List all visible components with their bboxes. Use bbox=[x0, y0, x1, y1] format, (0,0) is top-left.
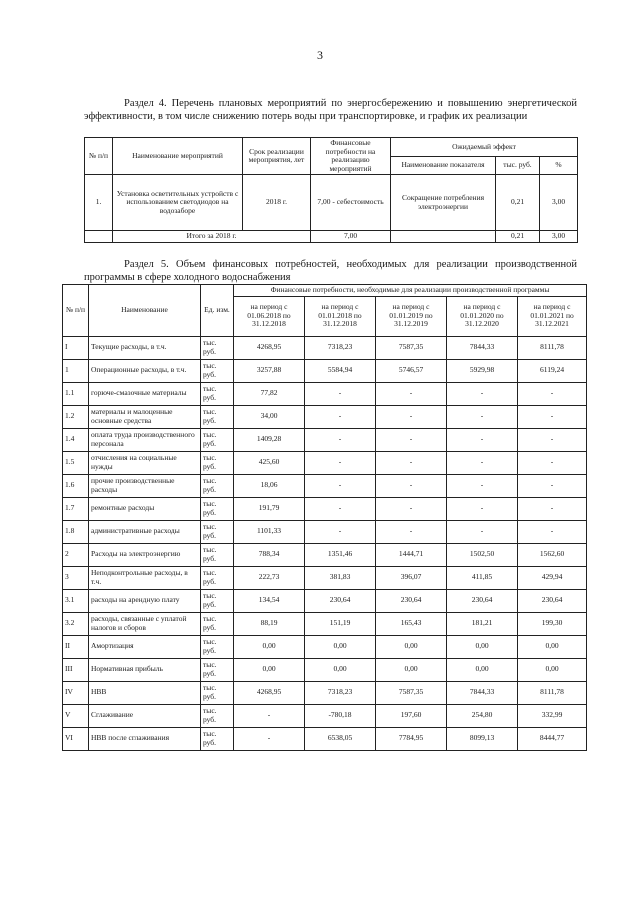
section4-table bbox=[84, 137, 578, 243]
t4-header-effect: Ожидаемый эффект bbox=[391, 138, 578, 157]
t4-header-num: № п/п bbox=[85, 138, 113, 175]
t4-row-thousand-rub: 0,21 bbox=[496, 175, 540, 231]
row-unit: тыс. руб. bbox=[201, 727, 234, 750]
t5-header-period: на период с 01.01.2019 по 31.12.2019 bbox=[376, 296, 447, 336]
row-value: 165,43 bbox=[376, 612, 447, 635]
t4-row-indicator: Сокращение потребления электроэнергии bbox=[391, 175, 496, 231]
row-unit: тыс. руб. bbox=[201, 612, 234, 635]
table-row bbox=[63, 359, 587, 382]
row-value: - bbox=[447, 428, 518, 451]
table-row bbox=[63, 497, 587, 520]
row-value: - bbox=[376, 382, 447, 405]
row-value: 5584,94 bbox=[305, 359, 376, 382]
row-num: III bbox=[63, 658, 89, 681]
row-value: 7844,33 bbox=[447, 681, 518, 704]
row-value: 7587,35 bbox=[376, 681, 447, 704]
row-unit: тыс. руб. bbox=[201, 405, 234, 428]
row-value: - bbox=[305, 405, 376, 428]
row-unit: тыс. руб. bbox=[201, 681, 234, 704]
row-value: 7844,33 bbox=[447, 336, 518, 359]
row-value: - bbox=[234, 704, 305, 727]
row-value: 788,34 bbox=[234, 543, 305, 566]
row-value: 5929,98 bbox=[447, 359, 518, 382]
row-value: 151,19 bbox=[305, 612, 376, 635]
row-value: 8111,78 bbox=[518, 681, 587, 704]
row-value: 0,00 bbox=[518, 635, 587, 658]
table-row bbox=[63, 543, 587, 566]
row-name: НВВ после сглаживания bbox=[89, 727, 201, 750]
row-value: - bbox=[518, 451, 587, 474]
table-row bbox=[63, 612, 587, 635]
row-value: 0,00 bbox=[447, 658, 518, 681]
section5-table bbox=[62, 284, 587, 751]
row-name: прочие производственные расходы bbox=[89, 474, 201, 497]
t5-header-name: Наименование bbox=[89, 285, 201, 337]
row-value: 0,00 bbox=[518, 658, 587, 681]
row-num: IV bbox=[63, 681, 89, 704]
row-num: 1.2 bbox=[63, 405, 89, 428]
row-unit: тыс. руб. bbox=[201, 658, 234, 681]
row-value: 8444,77 bbox=[518, 727, 587, 750]
row-value: - bbox=[518, 405, 587, 428]
row-value: - bbox=[518, 428, 587, 451]
t5-header-unit: Ед. изм. bbox=[201, 285, 234, 337]
row-value: 0,00 bbox=[234, 635, 305, 658]
row-name: ремонтные расходы bbox=[89, 497, 201, 520]
row-num: 1.6 bbox=[63, 474, 89, 497]
row-name: Операционные расходы, в т.ч. bbox=[89, 359, 201, 382]
row-value: 4268,95 bbox=[234, 681, 305, 704]
row-num: 2 bbox=[63, 543, 89, 566]
row-value: 1409,28 bbox=[234, 428, 305, 451]
row-num: II bbox=[63, 635, 89, 658]
row-value: 34,00 bbox=[234, 405, 305, 428]
t4-total-finance: 7,00 bbox=[311, 231, 391, 243]
row-value: -780,18 bbox=[305, 704, 376, 727]
t4-row-percent: 3,00 bbox=[540, 175, 578, 231]
row-value: 254,80 bbox=[447, 704, 518, 727]
row-value: 8111,78 bbox=[518, 336, 587, 359]
row-value: 0,00 bbox=[376, 658, 447, 681]
row-value: 18,06 bbox=[234, 474, 305, 497]
row-num: 1.4 bbox=[63, 428, 89, 451]
row-name: отчисления на социальные нужды bbox=[89, 451, 201, 474]
row-unit: тыс. руб. bbox=[201, 359, 234, 382]
t5-header-num: № п/п bbox=[63, 285, 89, 337]
section4-title: Раздел 4. Перечень плановых мероприятий по энергосбережению и повышению энергетической эффективности, в том числе снижению потерь воды при транспортировке, и график их реализации bbox=[84, 98, 577, 122]
t4-header-term: Срок реализации мероприятия, лет bbox=[243, 138, 311, 175]
row-unit: тыс. руб. bbox=[201, 520, 234, 543]
row-value: 181,21 bbox=[447, 612, 518, 635]
row-value: 1502,50 bbox=[447, 543, 518, 566]
row-value: - bbox=[447, 382, 518, 405]
row-unit: тыс. руб. bbox=[201, 589, 234, 612]
row-value: 230,64 bbox=[376, 589, 447, 612]
row-value: - bbox=[447, 451, 518, 474]
row-name: горюче-смазочные материалы bbox=[89, 382, 201, 405]
table-row bbox=[63, 474, 587, 497]
row-value: - bbox=[305, 520, 376, 543]
t4-total-percent: 3,00 bbox=[540, 231, 578, 243]
row-name: НВВ bbox=[89, 681, 201, 704]
row-name: Нормативная прибыль bbox=[89, 658, 201, 681]
row-value: - bbox=[447, 405, 518, 428]
row-value: 429,94 bbox=[518, 566, 587, 589]
row-value: 332,99 bbox=[518, 704, 587, 727]
row-value: - bbox=[518, 382, 587, 405]
t4-row-term: 2018 г. bbox=[243, 175, 311, 231]
t5-header-period: на период с 01.06.2018 по 31.12.2018 bbox=[234, 296, 305, 336]
row-num: 3.1 bbox=[63, 589, 89, 612]
row-value: - bbox=[305, 497, 376, 520]
t4-header-indicator: Наименование показателя bbox=[391, 156, 496, 175]
table-row bbox=[63, 704, 587, 727]
row-value: 88,19 bbox=[234, 612, 305, 635]
t4-header-thousand-rub: тыс. руб. bbox=[496, 156, 540, 175]
row-num: I bbox=[63, 336, 89, 359]
row-num: 1.5 bbox=[63, 451, 89, 474]
row-value: - bbox=[447, 497, 518, 520]
row-value: - bbox=[305, 382, 376, 405]
row-value: - bbox=[305, 451, 376, 474]
row-value: 1444,71 bbox=[376, 543, 447, 566]
row-value: - bbox=[518, 474, 587, 497]
row-num: VI bbox=[63, 727, 89, 750]
table-row bbox=[63, 589, 587, 612]
row-value: 0,00 bbox=[305, 635, 376, 658]
t4-row-num: 1. bbox=[85, 175, 113, 231]
row-value: 7587,35 bbox=[376, 336, 447, 359]
table-row bbox=[63, 451, 587, 474]
row-name: материалы и малоценные основные средства bbox=[89, 405, 201, 428]
row-value: 1562,60 bbox=[518, 543, 587, 566]
table-row bbox=[63, 566, 587, 589]
page-number: 3 bbox=[317, 48, 323, 62]
row-name: Неподконтрольные расходы, в т.ч. bbox=[89, 566, 201, 589]
row-name: Текущие расходы, в т.ч. bbox=[89, 336, 201, 359]
row-unit: тыс. руб. bbox=[201, 497, 234, 520]
row-value: 3257,88 bbox=[234, 359, 305, 382]
row-value: - bbox=[376, 474, 447, 497]
row-name: Сглаживание bbox=[89, 704, 201, 727]
table-row bbox=[63, 635, 587, 658]
row-unit: тыс. руб. bbox=[201, 428, 234, 451]
row-num: 3 bbox=[63, 566, 89, 589]
row-num: 1 bbox=[63, 359, 89, 382]
row-value: - bbox=[376, 405, 447, 428]
row-value: - bbox=[376, 428, 447, 451]
row-value: 381,83 bbox=[305, 566, 376, 589]
row-unit: тыс. руб. bbox=[201, 543, 234, 566]
row-value: 0,00 bbox=[447, 635, 518, 658]
row-value: 5746,57 bbox=[376, 359, 447, 382]
row-value: 199,30 bbox=[518, 612, 587, 635]
row-value: 1351,46 bbox=[305, 543, 376, 566]
row-value: 230,64 bbox=[518, 589, 587, 612]
row-name: расходы на арендную плату bbox=[89, 589, 201, 612]
row-unit: тыс. руб. bbox=[201, 566, 234, 589]
row-value: - bbox=[447, 474, 518, 497]
row-num: 1.8 bbox=[63, 520, 89, 543]
table-row bbox=[63, 727, 587, 750]
t5-header-period: на период с 01.01.2018 по 31.12.2018 bbox=[305, 296, 376, 336]
table-row bbox=[63, 336, 587, 359]
t4-total-thousand-rub: 0,21 bbox=[496, 231, 540, 243]
row-value: 0,00 bbox=[305, 658, 376, 681]
row-num: 1.1 bbox=[63, 382, 89, 405]
t4-header-finance: Финансовые потребности на реализацию мероприятий bbox=[311, 138, 391, 175]
row-value: 197,60 bbox=[376, 704, 447, 727]
row-unit: тыс. руб. bbox=[201, 382, 234, 405]
row-value: 77,82 bbox=[234, 382, 305, 405]
table-row bbox=[63, 520, 587, 543]
row-value: 7318,23 bbox=[305, 681, 376, 704]
row-value: 0,00 bbox=[376, 635, 447, 658]
row-value: 230,64 bbox=[447, 589, 518, 612]
row-unit: тыс. руб. bbox=[201, 336, 234, 359]
row-name: Расходы на электроэнергию bbox=[89, 543, 201, 566]
row-value: - bbox=[376, 520, 447, 543]
row-value: - bbox=[518, 497, 587, 520]
row-name: Амортизация bbox=[89, 635, 201, 658]
row-value: 230,64 bbox=[305, 589, 376, 612]
row-value: 411,85 bbox=[447, 566, 518, 589]
row-value: 134,54 bbox=[234, 589, 305, 612]
row-unit: тыс. руб. bbox=[201, 704, 234, 727]
row-num: 3.2 bbox=[63, 612, 89, 635]
row-name: расходы, связанные с уплатой налогов и сборов bbox=[89, 612, 201, 635]
row-value: 7318,23 bbox=[305, 336, 376, 359]
t5-header-period: на период с 01.01.2021 по 31.12.2021 bbox=[518, 296, 587, 336]
t4-row-name: Установка осветительных устройств с использованием светодиодов на водозаборе bbox=[113, 175, 243, 231]
row-value: 0,00 bbox=[234, 658, 305, 681]
table-row bbox=[63, 405, 587, 428]
row-unit: тыс. руб. bbox=[201, 474, 234, 497]
row-name: административные расходы bbox=[89, 520, 201, 543]
row-value: - bbox=[518, 520, 587, 543]
t4-row-finance: 7,00 - себестоимость bbox=[311, 175, 391, 231]
t5-header-group: Финансовые потребности, необходимые для реализации производственной программы bbox=[234, 285, 587, 297]
t4-header-percent: % bbox=[540, 156, 578, 175]
row-value: - bbox=[376, 451, 447, 474]
table-row bbox=[63, 428, 587, 451]
row-value: 1101,33 bbox=[234, 520, 305, 543]
table-row bbox=[63, 658, 587, 681]
row-value: 191,79 bbox=[234, 497, 305, 520]
table-row bbox=[63, 681, 587, 704]
row-value: 222,73 bbox=[234, 566, 305, 589]
row-value: - bbox=[376, 497, 447, 520]
row-unit: тыс. руб. bbox=[201, 635, 234, 658]
t5-body bbox=[63, 336, 587, 750]
row-value: 6538,05 bbox=[305, 727, 376, 750]
row-value: - bbox=[234, 727, 305, 750]
row-num: 1.7 bbox=[63, 497, 89, 520]
row-value: - bbox=[305, 428, 376, 451]
row-value: 396,07 bbox=[376, 566, 447, 589]
row-num: V bbox=[63, 704, 89, 727]
row-value: 4268,95 bbox=[234, 336, 305, 359]
row-value: 7784,95 bbox=[376, 727, 447, 750]
row-value: 6119,24 bbox=[518, 359, 587, 382]
section5-title: Раздел 5. Объем финансовых потребностей, необходимых для реализации производственной программы в сфере холодного водоснабжения bbox=[84, 259, 577, 283]
row-value: 8099,13 bbox=[447, 727, 518, 750]
t4-total-label: Итого за 2018 г. bbox=[113, 231, 311, 243]
row-value: - bbox=[447, 520, 518, 543]
row-value: 425,60 bbox=[234, 451, 305, 474]
t5-header-period: на период с 01.01.2020 по 31.12.2020 bbox=[447, 296, 518, 336]
row-unit: тыс. руб. bbox=[201, 451, 234, 474]
row-name: оплата труда производственного персонала bbox=[89, 428, 201, 451]
row-value: - bbox=[305, 474, 376, 497]
t4-header-name: Наименование мероприятий bbox=[113, 138, 243, 175]
table-row bbox=[63, 382, 587, 405]
